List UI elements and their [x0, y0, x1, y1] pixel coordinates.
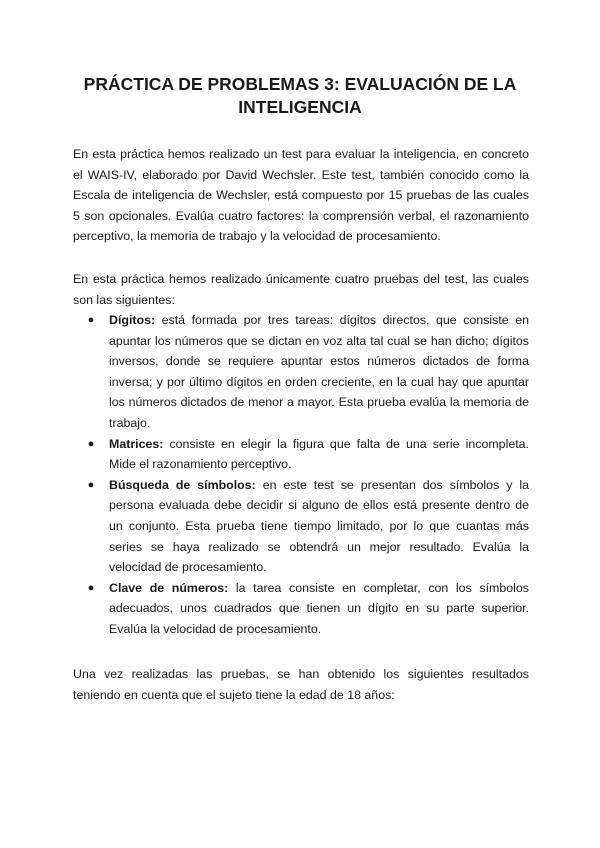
list-item-clave-numeros	[73, 578, 529, 640]
list-item-matrices	[73, 434, 529, 475]
item-term: Dígitos:	[109, 313, 156, 327]
item-term: Clave de números:	[109, 580, 229, 595]
bullet-icon: ●	[87, 314, 95, 326]
tests-intro-paragraph: En esta práctica hemos realizado únicamente cuatro pruebas del test, las cuales son las siguientes:	[73, 272, 529, 307]
item-term: Búsqueda de símbolos:	[109, 477, 256, 492]
test-list	[73, 310, 529, 640]
page-title: PRÁCTICA DE PROBLEMAS 3: EVALUACIÓN DE LA INTELIGENCIA	[83, 74, 517, 117]
item-description: consiste en elegir la figura que falta de una serie incompleta. Mide el razonamiento perceptivo.	[109, 436, 529, 472]
item-term: Matrices:	[109, 436, 164, 451]
bullet-icon: ●	[87, 478, 95, 491]
item-description: la tarea consiste en completar, con los símbolos adecuados, unos cuadrados que tienen un dígito en su parte superior. Evalúa la velocidad de procesamiento.	[109, 580, 529, 636]
item-description: en este test se presentan dos símbolos y la persona evaluada debe decidir si alguno de ellos está presente dentro de un conjunto. Esta prueba tiene tiempo limitado, por lo que cuantas más series se haya realizado se obtendrá un mejor resultado. Evalúa la velocidad de procesamiento.	[109, 477, 529, 575]
results-paragraph: Una vez realizadas las pruebas, se han obtenido los siguientes resultados teniendo en cuenta que el sujeto tiene la edad de 18 años:	[73, 667, 529, 702]
intro-paragraph: En esta práctica hemos realizado un test para evaluar la inteligencia, en concreto el WAIS-IV, elaborado por David Wechsler. Este test, también conocido como la Escala de inteligencia de Wechsler, está compuesto por 15 pruebas de las cuales 5 son opcionales. Evalúa cuatro factores: la comprensión verbal, el razonamiento perceptivo, la memoria de trabajo y la velocidad de procesamiento.	[73, 147, 529, 244]
list-item-busqueda-simbolos	[73, 475, 529, 578]
bullet-icon: ●	[87, 581, 95, 594]
list-item-digitos	[73, 310, 529, 434]
bullet-icon: ●	[87, 437, 95, 450]
item-description: está formada por tres tareas: dígitos directos, que consiste en apuntar los números que se dictan en voz alta tal cual se han dicho; dígitos inversos, donde se requiere apuntar estos números dictados de forma inversa; y por último dígitos en orden creciente, en la cual hay que apuntar los números dictados de menor a mayor. Esta prueba evalúa la memoria de trabajo.	[109, 313, 529, 430]
